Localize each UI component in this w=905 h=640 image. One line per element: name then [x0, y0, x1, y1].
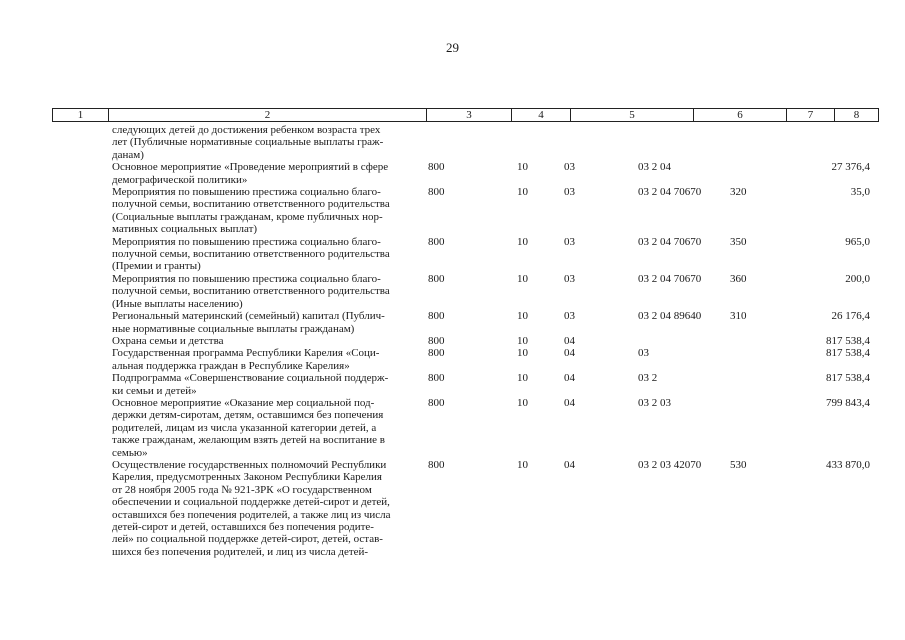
description-line: Мероприятия по повышению престижа социально благо-	[112, 235, 381, 248]
description-line: обеспечении и социальной поддержке детей-сирот и детей,	[112, 496, 390, 509]
description-line: (Социальные выплаты гражданам, кроме публичных нор-	[112, 210, 383, 223]
row-description	[52, 335, 418, 347]
amount-cell: 35,0	[850, 186, 870, 199]
description-line: Охрана семьи и детства	[112, 334, 224, 347]
target-article-cell: 03	[638, 347, 649, 360]
description-line: Осуществление государственных полномочий Республики	[112, 458, 387, 471]
description-line: мативных социальных выплат)	[112, 223, 258, 236]
section-code-cell: 10	[517, 458, 528, 471]
admin-code-cell: 800	[428, 310, 445, 323]
row-description	[52, 186, 418, 236]
description-line: демографической политики»	[112, 173, 248, 186]
amount-cell: 200,0	[845, 272, 870, 285]
description-line: Основное мероприятие «Проведение мероприятий в сфере	[112, 161, 389, 174]
description-line: Подпрограмма «Совершенствование социальной поддерж-	[112, 372, 389, 385]
admin-code-cell: 800	[428, 458, 445, 471]
description-line: Карелия, предусмотренных Законом Республики Карелия	[112, 471, 382, 484]
budget-table-body	[52, 124, 878, 558]
header-col-4: 4	[512, 109, 571, 122]
subsection-code-cell: 03	[564, 272, 575, 285]
row-description	[52, 397, 418, 459]
description-line: получной семьи, воспитанию ответственного родительства	[112, 248, 390, 261]
description-line: держки детям-сиротам, детям, оставшимся без попечения	[112, 409, 384, 422]
amount-cell: 433 870,0	[826, 458, 870, 471]
expense-type-cell: 310	[730, 310, 747, 323]
admin-code-cell: 800	[428, 334, 445, 347]
expense-type-cell: 360	[730, 272, 747, 285]
admin-code-cell: 800	[428, 186, 445, 199]
header-col-3: 3	[427, 109, 512, 122]
description-line: данам)	[112, 148, 144, 161]
section-code-cell: 10	[517, 310, 528, 323]
row-description	[52, 459, 418, 558]
amount-cell: 817 538,4	[826, 347, 870, 360]
description-line: (Иные выплаты населению)	[112, 297, 243, 310]
subsection-code-cell: 03	[564, 235, 575, 248]
table-row	[52, 335, 878, 347]
description-line: (Премии и гранты)	[112, 260, 201, 273]
section-code-cell: 10	[517, 396, 528, 409]
subsection-code-cell: 04	[564, 347, 575, 360]
header-col-8: 8	[835, 109, 879, 122]
section-code-cell: 10	[517, 186, 528, 199]
description-line: ки семьи и детей»	[112, 384, 197, 397]
description-line: лей» по социальной поддержке детей-сирот, детей, остав-	[112, 533, 383, 546]
expense-type-cell: 530	[730, 458, 747, 471]
table-row	[52, 372, 878, 397]
page-number: 29	[446, 40, 459, 55]
amount-cell: 965,0	[845, 235, 870, 248]
header-col-1: 1	[53, 109, 109, 122]
table-row	[52, 236, 878, 273]
amount-cell: 817 538,4	[826, 372, 870, 385]
table-row	[52, 161, 878, 186]
description-line: альная поддержка граждан в Республике Карелия»	[112, 359, 350, 372]
section-code-cell: 10	[517, 334, 528, 347]
table-row	[52, 459, 878, 558]
description-line: Региональный материнский (семейный) капитал (Публич-	[112, 310, 385, 323]
subsection-code-cell: 04	[564, 334, 575, 347]
expense-type-cell: 320	[730, 186, 747, 199]
row-description	[52, 236, 418, 273]
header-col-5: 5	[571, 109, 694, 122]
section-code-cell: 10	[517, 235, 528, 248]
table-row	[52, 347, 878, 372]
admin-code-cell: 800	[428, 396, 445, 409]
subsection-code-cell: 04	[564, 372, 575, 385]
table-row	[52, 124, 878, 161]
expense-type-cell: 350	[730, 235, 747, 248]
table-row	[52, 310, 878, 335]
admin-code-cell: 800	[428, 272, 445, 285]
description-line: ные нормативные социальные выплаты гражданам)	[112, 322, 355, 335]
description-line: следующих детей до достижения ребенком возраста трех	[112, 124, 381, 136]
description-line: Мероприятия по повышению престижа социально благо-	[112, 272, 381, 285]
description-line: от 28 ноября 2005 года № 921-ЗРК «О государственном	[112, 483, 372, 496]
description-line: оставшихся без попечения родителей, а также лиц из числа	[112, 508, 391, 521]
section-code-cell: 10	[517, 272, 528, 285]
target-article-cell: 03 2 04 70670	[638, 235, 702, 248]
target-article-cell: 03 2 04 70670	[638, 186, 702, 199]
row-description	[52, 161, 418, 186]
target-article-cell: 03 2 04 70670	[638, 272, 702, 285]
table-row	[52, 273, 878, 310]
description-line: Основное мероприятие «Оказание мер социальной под-	[112, 396, 375, 409]
section-code-cell: 10	[517, 372, 528, 385]
admin-code-cell: 800	[428, 235, 445, 248]
subsection-code-cell: 03	[564, 161, 575, 174]
section-code-cell: 10	[517, 161, 528, 174]
admin-code-cell: 800	[428, 372, 445, 385]
description-line: родителей, лицам из числа указанной категории детей, а	[112, 421, 377, 434]
column-number-header	[52, 108, 879, 122]
row-description	[52, 310, 418, 335]
description-line: Мероприятия по повышению престижа социально благо-	[112, 186, 381, 199]
subsection-code-cell: 03	[564, 310, 575, 323]
row-description	[52, 124, 418, 161]
amount-cell: 27 376,4	[831, 161, 870, 174]
description-line: получной семьи, воспитанию ответственного родительства	[112, 198, 390, 211]
target-article-cell: 03 2 03	[638, 396, 671, 409]
subsection-code-cell: 04	[564, 396, 575, 409]
amount-cell: 26 176,4	[831, 310, 870, 323]
target-article-cell: 03 2	[638, 372, 658, 385]
subsection-code-cell: 03	[564, 186, 575, 199]
amount-cell: 799 843,4	[826, 396, 870, 409]
description-line: Государственная программа Республики Карелия «Соци-	[112, 347, 380, 360]
header-col-2: 2	[109, 109, 427, 122]
table-row	[52, 397, 878, 459]
target-article-cell: 03 2 03 42070	[638, 458, 702, 471]
section-code-cell: 10	[517, 347, 528, 360]
table-row	[52, 186, 878, 236]
header-col-7: 7	[787, 109, 835, 122]
description-line: получной семьи, воспитанию ответственного родительства	[112, 285, 390, 298]
subsection-code-cell: 04	[564, 458, 575, 471]
target-article-cell: 03 2 04	[638, 161, 671, 174]
row-description	[52, 273, 418, 310]
description-line: семью»	[112, 446, 148, 459]
amount-cell: 817 538,4	[826, 334, 870, 347]
admin-code-cell: 800	[428, 161, 445, 174]
admin-code-cell: 800	[428, 347, 445, 360]
row-description	[52, 347, 418, 372]
description-line: также гражданам, желающим взять детей на воспитание в	[112, 434, 385, 447]
description-line: лет (Публичные нормативные социальные выплаты граж-	[112, 136, 384, 149]
target-article-cell: 03 2 04 89640	[638, 310, 702, 323]
description-line: детей-сирот и детей, оставшихся без попечения родите-	[112, 521, 374, 533]
description-line: шихся без попечения родителей, и лиц из числа детей-	[112, 545, 369, 558]
header-col-6: 6	[694, 109, 787, 122]
row-description	[52, 372, 418, 397]
